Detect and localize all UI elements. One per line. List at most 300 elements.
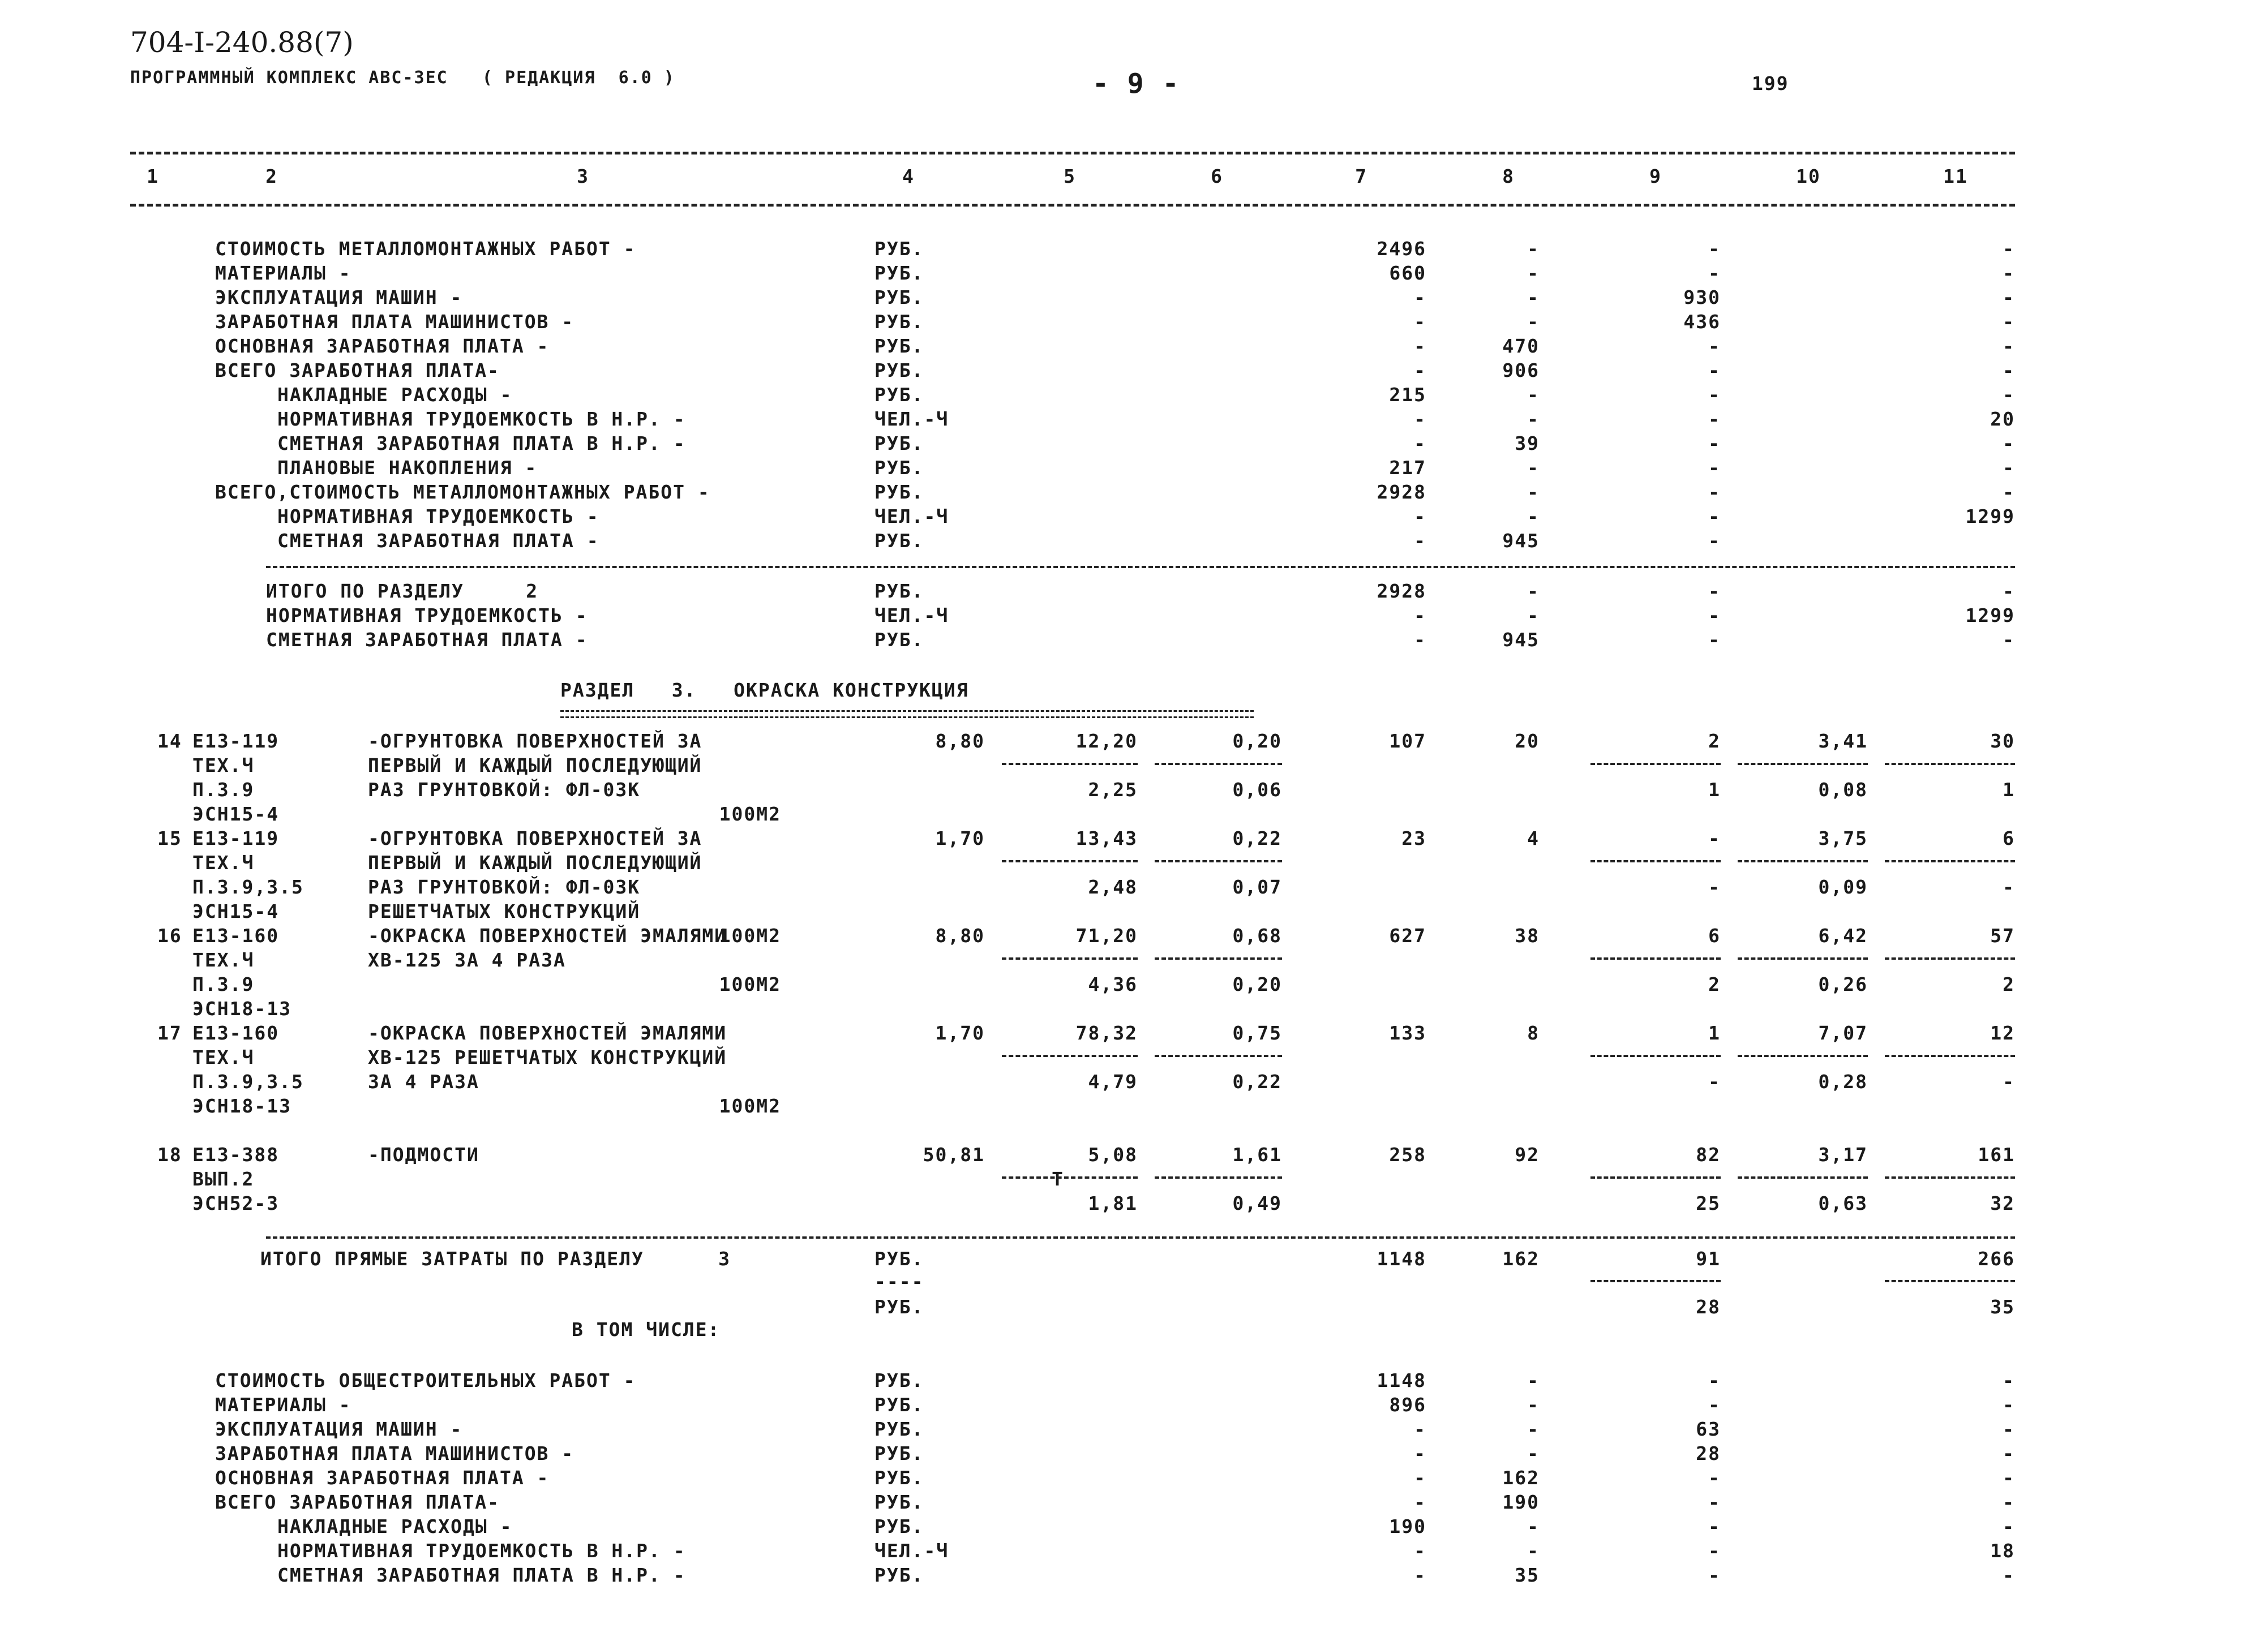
item-c5: 13,43	[1075, 827, 1138, 849]
item-c6: 0,68	[1232, 925, 1282, 947]
summary-unit: ЧЕЛ.-Ч	[874, 1540, 949, 1562]
item-code: ТЕХ.Ч	[192, 949, 255, 971]
item-divider	[1002, 1176, 1138, 1179]
item-quantity: 1,70	[935, 827, 985, 849]
summary-c9: -	[1708, 432, 1721, 454]
item-divider	[1885, 763, 2015, 765]
section-3-title-underline	[560, 710, 1254, 718]
summary-unit: РУБ.	[874, 1515, 924, 1537]
summary-c11: -	[2003, 1515, 2015, 1537]
item-divider	[1885, 1055, 2015, 1057]
summary-c9: 436	[1683, 311, 1721, 333]
item-divider	[1590, 957, 1721, 960]
summary-unit: РУБ.	[874, 457, 924, 479]
summary-c9: -	[1708, 457, 1721, 479]
item-divider	[1002, 957, 1138, 960]
summary-c8: 945	[1502, 530, 1540, 552]
summary-c7: -	[1414, 1564, 1426, 1586]
summary-c7: 215	[1389, 384, 1426, 406]
summary-c7: -	[1414, 1442, 1426, 1464]
item-c11: 57	[1990, 925, 2015, 947]
item-c6: 0,22	[1232, 827, 1282, 849]
summary-c9: -	[1708, 1515, 1721, 1537]
item-c9: 1	[1708, 1022, 1721, 1044]
summary-c8: 162	[1502, 1467, 1540, 1489]
item-c8: 38	[1515, 925, 1540, 947]
item-c9: 2	[1708, 730, 1721, 752]
summary-c11: 18	[1990, 1540, 2015, 1562]
item-code: П.3.9	[192, 779, 255, 801]
page-number: - 9 -	[1092, 68, 1180, 100]
summary-c7: -	[1414, 432, 1426, 454]
column-header-c2: 2	[265, 165, 278, 187]
item-divider	[1002, 860, 1138, 862]
item-divider	[1590, 1055, 1721, 1057]
item-code: ТЕХ.Ч	[192, 754, 255, 776]
summary-unit: РУБ.	[874, 238, 924, 260]
item-description: ПЕРВЫЙ И КАЖДЫЙ ПОСЛЕДУЮЩИЙ	[368, 852, 702, 874]
column-header-c5: 5	[1064, 165, 1076, 187]
summary-c11: -	[2003, 457, 2015, 479]
summary-label: ОСНОВНАЯ ЗАРАБОТНАЯ ПЛАТА -	[215, 1467, 550, 1489]
summary-unit: РУБ.	[874, 1369, 924, 1391]
direct-total-c11-sub: 35	[1990, 1296, 2015, 1318]
item-number: 15	[157, 827, 182, 849]
item-code: ЭСН15-4	[192, 900, 280, 922]
summary-c11: -	[2003, 1442, 2015, 1464]
section-total-c7: -	[1414, 629, 1426, 651]
summary-c8: -	[1527, 1418, 1540, 1440]
item-c11-sub: 1	[2003, 779, 2015, 801]
direct-total-c9: 91	[1696, 1248, 1721, 1270]
summary-unit: ЧЕЛ.-Ч	[874, 505, 949, 527]
item-c9-sub: -	[1708, 1071, 1721, 1093]
item-c5-sub: 1,81	[1088, 1192, 1138, 1214]
section-total-c9: -	[1708, 629, 1721, 651]
direct-total-c7: 1148	[1377, 1248, 1426, 1270]
summary-c9: -	[1708, 408, 1721, 430]
item-c11: 30	[1990, 730, 2015, 752]
summary-unit: РУБ.	[874, 384, 924, 406]
item-c5: 12,20	[1075, 730, 1138, 752]
item-code: Е13-388	[192, 1144, 280, 1166]
summary-unit: РУБ.	[874, 530, 924, 552]
header-top-rule	[130, 152, 2015, 154]
summary-c11: -	[2003, 1564, 2015, 1586]
item-unit: 100М2	[719, 803, 781, 825]
summary-c8: -	[1527, 286, 1540, 308]
item-c6-sub: 0,20	[1232, 973, 1282, 995]
item-divider	[1738, 1055, 1868, 1057]
item-c5-sub: 4,36	[1088, 973, 1138, 995]
section-total-c8: -	[1527, 580, 1540, 602]
summary-c7: 217	[1389, 457, 1426, 479]
item-divider	[1155, 957, 1282, 960]
item-c8: 92	[1515, 1144, 1540, 1166]
item-c9-sub: 25	[1696, 1192, 1721, 1214]
summary-c7: -	[1414, 359, 1426, 381]
item-c10-sub: 0,63	[1818, 1192, 1868, 1214]
summary-label: ВСЕГО ЗАРАБОТНАЯ ПЛАТА-	[215, 359, 500, 381]
item-c9: 6	[1708, 925, 1721, 947]
item-c10: 3,75	[1818, 827, 1868, 849]
summary-c11: 20	[1990, 408, 2015, 430]
item-c7: 258	[1389, 1144, 1426, 1166]
item-number: 16	[157, 925, 182, 947]
item-c6-sub: 0,07	[1232, 876, 1282, 898]
summary-label: МАТЕРИАЛЫ -	[215, 1394, 351, 1416]
item-description: РЕШЕТЧАТЫХ КОНСТРУКЦИЙ	[368, 900, 641, 922]
item-description: РАЗ ГРУНТОВКОЙ: ФЛ-03К	[368, 779, 641, 801]
item-quantity: 8,80	[935, 730, 985, 752]
summary-label: НОРМАТИВНАЯ ТРУДОЕМКОСТЬ -	[277, 505, 599, 527]
summary-label: ВСЕГО,СТОИМОСТЬ МЕТАЛЛОМОНТАЖНЫХ РАБОТ -	[215, 481, 710, 503]
summary-c9: -	[1708, 238, 1721, 260]
item-code: П.3.9	[192, 973, 255, 995]
summary-label: СМЕТНАЯ ЗАРАБОТНАЯ ПЛАТА В Н.Р. -	[277, 1564, 686, 1586]
summary-c11: -	[2003, 384, 2015, 406]
item-c9-sub: -	[1708, 876, 1721, 898]
item-c11-sub: 32	[1990, 1192, 2015, 1214]
section-total-c8: 945	[1502, 629, 1540, 651]
item-quantity: 1,70	[935, 1022, 985, 1044]
summary-label: ПЛАНОВЫЕ НАКОПЛЕНИЯ -	[277, 457, 538, 479]
item-c11: 6	[2003, 827, 2015, 849]
item-quantity: 50,81	[923, 1144, 985, 1166]
section-total-c11: -	[2003, 580, 2015, 602]
item-c5: 78,32	[1075, 1022, 1138, 1044]
summary-c11: -	[2003, 286, 2015, 308]
direct-total-c11: 266	[1978, 1248, 2015, 1270]
summary-c11: -	[2003, 481, 2015, 503]
item-description: -ПОДМОСТИ	[368, 1144, 479, 1166]
item-unit: 100М2	[719, 973, 781, 995]
summary-c8: 39	[1515, 432, 1540, 454]
item-c8: 4	[1527, 827, 1540, 849]
summary-c7: -	[1414, 530, 1426, 552]
item-description: -ОКРАСКА ПОВЕРХНОСТЕЙ ЭМАЛЯМИ	[368, 925, 727, 947]
summary-c11: -	[2003, 238, 2015, 260]
item-quantity: 8,80	[935, 925, 985, 947]
summary-c9: -	[1708, 384, 1721, 406]
column-header-c3: 3	[577, 165, 589, 187]
summary-unit: РУБ.	[874, 1418, 924, 1440]
summary-c8: -	[1527, 481, 1540, 503]
column-header-c1: 1	[147, 165, 159, 187]
item-code: ЭСН52-3	[192, 1192, 280, 1214]
summary-c8: -	[1527, 1369, 1540, 1391]
item-c6-sub: 0,22	[1232, 1071, 1282, 1093]
item-code: ЭСН18-13	[192, 998, 291, 1020]
item-code: Е13-160	[192, 1022, 280, 1044]
item-divider	[1590, 860, 1721, 862]
summary-c9: 930	[1683, 286, 1721, 308]
summary-c11: -	[2003, 335, 2015, 357]
item-number: 14	[157, 730, 182, 752]
section-total-unit: РУБ.	[874, 580, 924, 602]
column-header-c4: 4	[902, 165, 915, 187]
item-c7: 133	[1389, 1022, 1426, 1044]
item-description: ПЕРВЫЙ И КАЖДЫЙ ПОСЛЕДУЮЩИЙ	[368, 754, 702, 776]
section-total-c9: -	[1708, 604, 1721, 626]
summary-label: ВСЕГО ЗАРАБОТНАЯ ПЛАТА-	[215, 1491, 500, 1513]
summary-label: ЗАРАБОТНАЯ ПЛАТА МАШИНИСТОВ -	[215, 1442, 574, 1464]
item-description: -ОГРУНТОВКА ПОВЕРХНОСТЕЙ ЗА	[368, 730, 702, 752]
summary-c8: -	[1527, 1394, 1540, 1416]
item-divider	[1738, 957, 1868, 960]
direct-total-c9-sub: 28	[1696, 1296, 1721, 1318]
item-code: ВЫП.2	[192, 1168, 255, 1190]
document-code: 704-I-240.88(7)	[130, 26, 354, 59]
summary-c7: -	[1414, 1540, 1426, 1562]
column-header-c9: 9	[1649, 165, 1662, 187]
item-divider	[1738, 860, 1868, 862]
summary-c9: -	[1708, 1369, 1721, 1391]
item-c9-sub: 1	[1708, 779, 1721, 801]
item-divider	[1155, 1176, 1282, 1179]
item-description: -ОГРУНТОВКА ПОВЕРХНОСТЕЙ ЗА	[368, 827, 702, 849]
summary-c7: -	[1414, 408, 1426, 430]
item-c10-sub: 0,26	[1818, 973, 1868, 995]
summary-c11: -	[2003, 311, 2015, 333]
summary-c9: -	[1708, 359, 1721, 381]
summary-unit: РУБ.	[874, 432, 924, 454]
column-header-c10: 10	[1796, 165, 1821, 187]
item-c10: 6,42	[1818, 925, 1868, 947]
summary-c11: -	[2003, 1369, 2015, 1391]
direct-total-divider	[1885, 1280, 2015, 1282]
summary-c7: -	[1414, 311, 1426, 333]
section-total-c11: -	[2003, 629, 2015, 651]
item-c5-sub: 2,25	[1088, 779, 1138, 801]
direct-total-unit-sub: РУБ.	[874, 1296, 924, 1318]
section-2-rule	[266, 566, 2015, 568]
summary-unit: РУБ.	[874, 481, 924, 503]
column-header-c11: 11	[1943, 165, 1968, 187]
item-c5: 71,20	[1075, 925, 1138, 947]
item-unit: 100М2	[719, 925, 781, 947]
section-total-c7: 2928	[1377, 580, 1426, 602]
direct-total-dashes: ----	[874, 1270, 924, 1292]
summary-unit: РУБ.	[874, 335, 924, 357]
summary-c8: -	[1527, 384, 1540, 406]
summary-label: ЭКСПЛУАТАЦИЯ МАШИН -	[215, 286, 463, 308]
section-total-c9: -	[1708, 580, 1721, 602]
summary-c7: -	[1414, 335, 1426, 357]
item-divider	[1885, 1176, 2015, 1179]
item-c5-sub: 2,48	[1088, 876, 1138, 898]
direct-total-divider	[1590, 1280, 1721, 1282]
summary-unit: ЧЕЛ.-Ч	[874, 408, 949, 430]
summary-unit: РУБ.	[874, 1394, 924, 1416]
summary-c11: -	[2003, 359, 2015, 381]
direct-total-rule	[266, 1236, 2015, 1239]
item-divider	[1590, 763, 1721, 765]
summary-c8: 906	[1502, 359, 1540, 381]
item-code: П.3.9,3.5	[192, 1071, 304, 1093]
section-total-unit: РУБ.	[874, 629, 924, 651]
column-header-c8: 8	[1502, 165, 1515, 187]
summary-c11: 1299	[1965, 505, 2015, 527]
item-c11-sub: -	[2003, 1071, 2015, 1093]
summary-label: НОРМАТИВНАЯ ТРУДОЕМКОСТЬ В Н.Р. -	[277, 408, 686, 430]
item-divider	[1590, 1176, 1721, 1179]
item-c6-sub: 0,06	[1232, 779, 1282, 801]
summary-label: СМЕТНАЯ ЗАРАБОТНАЯ ПЛАТА -	[277, 530, 599, 552]
summary-c9: -	[1708, 481, 1721, 503]
summary-c8: -	[1527, 311, 1540, 333]
summary-c8: -	[1527, 1442, 1540, 1464]
item-c7: 23	[1401, 827, 1426, 849]
summary-label: МАТЕРИАЛЫ -	[215, 262, 351, 284]
summary-c7: -	[1414, 1467, 1426, 1489]
item-c10: 3,17	[1818, 1144, 1868, 1166]
summary-c9: -	[1708, 505, 1721, 527]
summary-c9: 63	[1696, 1418, 1721, 1440]
summary-label: НОРМАТИВНАЯ ТРУДОЕМКОСТЬ В Н.Р. -	[277, 1540, 686, 1562]
item-code: П.3.9,3.5	[192, 876, 304, 898]
section-3-title: РАЗДЕЛ 3. ОКРАСКА КОНСТРУКЦИЯ	[560, 679, 969, 701]
summary-c8: -	[1527, 408, 1540, 430]
item-divider	[1002, 763, 1138, 765]
summary-c8: 190	[1502, 1491, 1540, 1513]
summary-c9: -	[1708, 1394, 1721, 1416]
summary-c11: -	[2003, 1491, 2015, 1513]
summary-unit: РУБ.	[874, 1442, 924, 1464]
summary-unit: РУБ.	[874, 286, 924, 308]
direct-total-label: ИТОГО ПРЯМЫЕ ЗАТРАТЫ ПО РАЗДЕЛУ 3	[260, 1248, 731, 1270]
summary-unit: РУБ.	[874, 1491, 924, 1513]
summary-c8: -	[1527, 1515, 1540, 1537]
summary-c7: -	[1414, 286, 1426, 308]
item-unit: Т	[1052, 1168, 1064, 1190]
summary-c9: -	[1708, 1467, 1721, 1489]
item-c8: 8	[1527, 1022, 1540, 1044]
summary-unit: РУБ.	[874, 262, 924, 284]
summary-unit: РУБ.	[874, 359, 924, 381]
item-c10: 3,41	[1818, 730, 1868, 752]
section-total-c8: -	[1527, 604, 1540, 626]
summary-c7: 660	[1389, 262, 1426, 284]
item-description: ХВ-125 ЗА 4 РАЗА	[368, 949, 566, 971]
summary-c9: -	[1708, 1564, 1721, 1586]
item-c9: -	[1708, 827, 1721, 849]
summary-label: НАКЛАДНЫЕ РАСХОДЫ -	[277, 384, 513, 406]
summary-c11: -	[2003, 432, 2015, 454]
item-divider	[1155, 860, 1282, 862]
item-c10-sub: 0,08	[1818, 779, 1868, 801]
summary-c8: -	[1527, 238, 1540, 260]
item-code: Е13-160	[192, 925, 280, 947]
item-number: 18	[157, 1144, 182, 1166]
summary-label: ЗАРАБОТНАЯ ПЛАТА МАШИНИСТОВ -	[215, 311, 574, 333]
summary-c11: -	[2003, 1418, 2015, 1440]
item-c11-sub: 2	[2003, 973, 2015, 995]
summary-c7: 896	[1389, 1394, 1426, 1416]
summary-label: СТОИМОСТЬ МЕТАЛЛОМОНТАЖНЫХ РАБОТ -	[215, 238, 636, 260]
summary-unit: РУБ.	[874, 1564, 924, 1586]
sheet-number: 199	[1752, 72, 1789, 94]
item-code: Е13-119	[192, 827, 280, 849]
direct-total-unit: РУБ.	[874, 1248, 924, 1270]
item-c7: 627	[1389, 925, 1426, 947]
item-c9-sub: 2	[1708, 973, 1721, 995]
summary-c9: -	[1708, 335, 1721, 357]
summary-c7: -	[1414, 1418, 1426, 1440]
summary-c11: -	[2003, 1394, 2015, 1416]
section-total-c7: -	[1414, 604, 1426, 626]
section-total-unit: ЧЕЛ.-Ч	[874, 604, 949, 626]
item-c5-sub: 4,79	[1088, 1071, 1138, 1093]
section-total-label: ИТОГО ПО РАЗДЕЛУ 2	[266, 580, 539, 602]
item-c5: 5,08	[1088, 1144, 1138, 1166]
summary-unit: РУБ.	[874, 1467, 924, 1489]
column-header-c7: 7	[1355, 165, 1367, 187]
summary-c8: -	[1527, 1540, 1540, 1562]
summary-c7: 2496	[1377, 238, 1426, 260]
summary-c11: -	[2003, 1467, 2015, 1489]
summary-c9: 28	[1696, 1442, 1721, 1464]
summary-c8: -	[1527, 262, 1540, 284]
item-c10-sub: 0,28	[1818, 1071, 1868, 1093]
item-c11: 161	[1978, 1144, 2015, 1166]
summary-c7: 190	[1389, 1515, 1426, 1537]
item-code: ТЕХ.Ч	[192, 852, 255, 874]
summary-c8: 35	[1515, 1564, 1540, 1586]
summary-unit: РУБ.	[874, 311, 924, 333]
item-c6: 0,75	[1232, 1022, 1282, 1044]
item-code: ЭСН15-4	[192, 803, 280, 825]
summary-c9: -	[1708, 530, 1721, 552]
item-divider	[1885, 860, 2015, 862]
item-c8: 20	[1515, 730, 1540, 752]
direct-total-c8: 162	[1502, 1248, 1540, 1270]
summary-label: ОСНОВНАЯ ЗАРАБОТНАЯ ПЛАТА -	[215, 335, 550, 357]
item-description: ЗА 4 РАЗА	[368, 1071, 479, 1093]
item-description: ХВ-125 РЕШЕТЧАТЫХ КОНСТРУКЦИЙ	[368, 1046, 727, 1068]
summary-c9: -	[1708, 262, 1721, 284]
summary-c8: -	[1527, 505, 1540, 527]
section-total-label: СМЕТНАЯ ЗАРАБОТНАЯ ПЛАТА -	[266, 629, 588, 651]
item-c11: 12	[1990, 1022, 2015, 1044]
section-total-c11: 1299	[1965, 604, 2015, 626]
summary-c11: -	[2003, 262, 2015, 284]
summary-label: СТОИМОСТЬ ОБЩЕСТРОИТЕЛЬНЫХ РАБОТ -	[215, 1369, 636, 1391]
header-bottom-rule	[130, 204, 2015, 207]
including-heading: В ТОМ ЧИСЛЕ:	[572, 1318, 721, 1341]
column-header-c6: 6	[1211, 165, 1223, 187]
item-divider	[1155, 763, 1282, 765]
section-total-label: НОРМАТИВНАЯ ТРУДОЕМКОСТЬ -	[266, 604, 588, 626]
item-number: 17	[157, 1022, 182, 1044]
summary-c8: 470	[1502, 335, 1540, 357]
item-code: ТЕХ.Ч	[192, 1046, 255, 1068]
item-divider	[1738, 763, 1868, 765]
summary-c7: -	[1414, 505, 1426, 527]
summary-label: НАКЛАДНЫЕ РАСХОДЫ -	[277, 1515, 513, 1537]
item-c10: 7,07	[1818, 1022, 1868, 1044]
item-c7: 107	[1389, 730, 1426, 752]
summary-c7: 1148	[1377, 1369, 1426, 1391]
summary-c7: -	[1414, 1491, 1426, 1513]
item-c11-sub: -	[2003, 876, 2015, 898]
item-description: -ОКРАСКА ПОВЕРХНОСТЕЙ ЭМАЛЯМИ	[368, 1022, 727, 1044]
item-divider	[1885, 957, 2015, 960]
summary-label: СМЕТНАЯ ЗАРАБОТНАЯ ПЛАТА В Н.Р. -	[277, 432, 686, 454]
item-unit: 100М2	[719, 1095, 781, 1117]
summary-c9: -	[1708, 1491, 1721, 1513]
program-title: ПРОГРАММНЫЙ КОМПЛЕКС АВС-3ЕС ( РЕДАКЦИЯ 6.0 )	[130, 68, 675, 88]
